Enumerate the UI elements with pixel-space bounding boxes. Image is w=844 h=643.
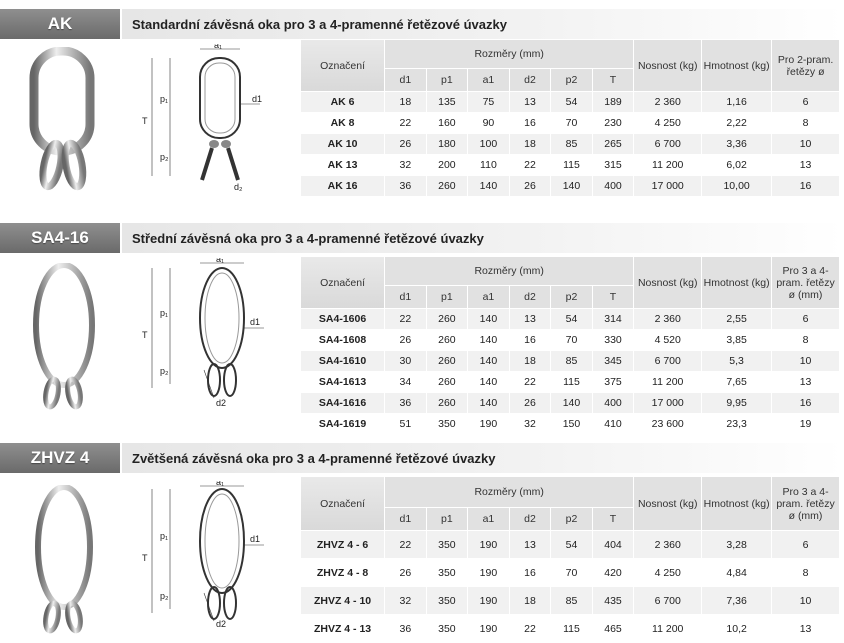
table-cell: 90: [482, 117, 495, 129]
label-d2: d2: [216, 398, 227, 408]
table-row: [301, 176, 839, 196]
col-capacity: Nosnost (kg): [634, 40, 701, 91]
table-cell: 189: [593, 92, 634, 112]
table-cell: 6 700: [634, 587, 701, 614]
table-cell: 400: [593, 393, 634, 413]
col-capacity: Nosnost (kg): [634, 257, 701, 308]
table-cell: 16: [524, 117, 536, 129]
col-dimensions: Rozměry (mm): [385, 477, 633, 507]
table-cell: 350: [438, 566, 456, 579]
table-cell: 265: [593, 134, 634, 154]
table-cell: 375: [604, 376, 622, 388]
table-cell: 6 700: [634, 134, 701, 154]
table-cell: 160: [438, 117, 456, 129]
table-cell: 350: [427, 531, 468, 558]
table-row: [301, 414, 839, 434]
cell-designation: AK 13: [327, 159, 358, 171]
table-cell: 2 360: [634, 92, 701, 112]
table-cell: 190: [479, 566, 498, 579]
col-t: T: [593, 508, 634, 530]
table-cell: 150: [562, 418, 581, 430]
table-cell: 54: [551, 309, 592, 329]
col-t: T: [593, 69, 634, 91]
table-row: [301, 393, 839, 413]
table-cell: 350: [438, 418, 456, 430]
table-cell: 26: [510, 176, 551, 196]
spec-table: [300, 476, 840, 643]
table-cell: 230: [604, 117, 622, 129]
cell-designation: SA4-1619: [318, 418, 367, 430]
table-cell: 54: [551, 531, 592, 558]
table-cell: 10: [772, 134, 839, 154]
col-p2: p2: [551, 69, 592, 91]
table-cell: 115: [563, 376, 580, 388]
label-t: T: [142, 116, 148, 126]
table-cell: 51: [399, 418, 412, 430]
table-cell: 330: [604, 334, 622, 346]
table-cell: 36: [385, 393, 426, 413]
label-p2: p₂: [160, 591, 169, 601]
table-cell: 140: [479, 334, 498, 346]
table-cell: 190: [479, 418, 498, 430]
label-a1: a₁: [216, 258, 225, 264]
label-a1: a₁: [214, 44, 223, 50]
table-cell: 22: [399, 117, 412, 129]
col-d2: d2: [510, 286, 551, 308]
table-cell: 10: [772, 351, 839, 371]
table-cell: 13: [799, 159, 812, 171]
table-body: [301, 309, 839, 434]
table-cell: 8: [802, 334, 809, 346]
label-p1: p₁: [160, 531, 169, 541]
cell-designation: AK 6: [301, 92, 384, 112]
table-cell: 260: [427, 393, 468, 413]
table-cell: 18: [510, 134, 551, 154]
col-p1: p1: [427, 69, 468, 91]
technical-drawing: [130, 44, 280, 194]
table-cell: 18: [510, 587, 551, 614]
table-cell: 315: [604, 159, 622, 171]
table-cell: 420: [604, 566, 622, 579]
product-code-badge: ZHVZ 4: [0, 443, 120, 473]
table-cell: 26: [399, 566, 412, 579]
table-cell: 400: [593, 176, 634, 196]
col-p1: p1: [427, 286, 468, 308]
table-cell: 100: [468, 134, 509, 154]
col-d1: d1: [385, 508, 426, 530]
table-row: [301, 155, 839, 175]
table-cell: 22: [385, 309, 426, 329]
col-d2: d2: [510, 69, 551, 91]
label-p1: p₁: [160, 308, 169, 318]
table-cell: 23,3: [726, 418, 747, 430]
master-link-photo: [20, 47, 110, 197]
table-row: [301, 92, 839, 112]
table-cell: 6 700: [634, 351, 701, 371]
master-link-photo: [20, 485, 110, 635]
table-cell: 2 360: [634, 531, 701, 558]
cell-designation: ZHVZ 4 - 8: [316, 566, 369, 579]
cell-designation: SA4-1616: [301, 393, 384, 413]
table-row: [301, 531, 839, 558]
table-cell: 140: [468, 393, 509, 413]
col-chain: Pro 3 a 4-pram. řetězy ø (mm): [772, 477, 839, 530]
section-header: [0, 9, 844, 39]
table-cell: 3,28: [702, 531, 771, 558]
table-cell: 6: [772, 531, 839, 558]
table-cell: 13: [799, 622, 812, 635]
table-cell: 2 360: [634, 309, 701, 329]
table-cell: 200: [438, 159, 456, 171]
cell-designation: AK 16: [301, 176, 384, 196]
table-row: [301, 372, 839, 392]
section-title-bar: [122, 9, 844, 39]
col-p2: p2: [551, 508, 592, 530]
table-cell: 4 250: [654, 117, 681, 129]
table-cell: 16: [524, 566, 536, 579]
master-link-photo: [20, 263, 110, 413]
table-cell: 115: [563, 622, 580, 635]
cell-designation: AK 10: [301, 134, 384, 154]
table-cell: 75: [468, 92, 509, 112]
label-a1: a₁: [216, 481, 225, 487]
col-d2: d2: [510, 508, 551, 530]
table-cell: 260: [438, 376, 456, 388]
table-cell: 6: [772, 92, 839, 112]
table-cell: 34: [399, 376, 412, 388]
col-p1: p1: [427, 508, 468, 530]
table-cell: 8: [802, 117, 809, 129]
table-cell: 26: [385, 134, 426, 154]
section-ak: [0, 9, 844, 209]
table-cell: 8: [802, 566, 809, 579]
table-cell: 260: [438, 334, 456, 346]
cell-designation: ZHVZ 4 - 10: [301, 587, 384, 614]
table-cell: 11 200: [652, 622, 684, 635]
table-cell: 32: [385, 587, 426, 614]
table-cell: 3,36: [702, 134, 771, 154]
cell-designation: SA4-1608: [318, 334, 367, 346]
table-cell: 350: [427, 587, 468, 614]
table-cell: 19: [799, 418, 812, 430]
table-cell: 4,84: [726, 566, 747, 579]
table-cell: 140: [551, 393, 592, 413]
label-t: T: [142, 330, 148, 340]
table-cell: 70: [565, 334, 578, 346]
table-cell: 36: [385, 176, 426, 196]
table-cell: 115: [563, 159, 580, 171]
table-cell: 16: [524, 334, 536, 346]
table-row: [301, 134, 839, 154]
table-cell: 13: [799, 376, 812, 388]
table-cell: 17 000: [634, 176, 701, 196]
table-cell: 85: [551, 351, 592, 371]
cell-designation: SA4-1610: [301, 351, 384, 371]
table-cell: 260: [427, 309, 468, 329]
table-row: [301, 330, 839, 350]
table-cell: 16: [772, 176, 839, 196]
table-cell: 190: [468, 587, 509, 614]
label-d1: d1: [250, 317, 261, 327]
col-chain: Pro 2-pram. řetězy ø: [772, 40, 839, 91]
table-cell: 4 520: [654, 334, 681, 346]
table-cell: 260: [427, 351, 468, 371]
technical-drawing: [130, 481, 280, 631]
col-a1: a1: [468, 508, 509, 530]
table-cell: 32: [524, 418, 536, 430]
col-a1: a1: [468, 286, 509, 308]
col-weight: Hmotnost (kg): [702, 40, 771, 91]
table-cell: 11 200: [652, 376, 684, 388]
table-cell: 26: [510, 393, 551, 413]
table-row: [301, 309, 839, 329]
table-row: [301, 351, 839, 371]
table-cell: 10,2: [726, 622, 747, 635]
table-cell: 36: [399, 622, 412, 635]
table-cell: 180: [427, 134, 468, 154]
table-cell: 70: [565, 117, 578, 129]
table-row: [301, 615, 839, 642]
col-designation: Označení: [301, 257, 384, 308]
label-p1: p₁: [160, 94, 169, 104]
table-cell: 22: [524, 376, 536, 388]
table-cell: 13: [510, 309, 551, 329]
table-cell: 22: [524, 159, 536, 171]
table-body: [301, 531, 839, 642]
table-cell: 410: [604, 418, 622, 430]
table-body: [301, 92, 839, 196]
table-cell: 17 000: [634, 393, 701, 413]
table-cell: 6: [772, 309, 839, 329]
section-title-bar: [122, 443, 844, 473]
table-cell: 314: [593, 309, 634, 329]
label-d1: d1: [252, 94, 263, 104]
col-p2: p2: [551, 286, 592, 308]
product-code-badge: AK: [0, 9, 120, 39]
section-header: [0, 223, 844, 253]
label-t: T: [142, 553, 148, 563]
table-cell: 435: [593, 587, 634, 614]
section-sa4-16: [0, 223, 844, 430]
table-cell: 22: [385, 531, 426, 558]
table-cell: 140: [468, 176, 509, 196]
table-cell: 140: [468, 309, 509, 329]
table-cell: 1,16: [702, 92, 771, 112]
table-cell: 4 250: [654, 566, 681, 579]
table-cell: 26: [399, 334, 412, 346]
spec-table: [300, 256, 840, 435]
cell-designation: AK 8: [330, 117, 355, 129]
table-row: [301, 559, 839, 586]
table-cell: 3,85: [726, 334, 747, 346]
label-d2: d₂: [234, 182, 243, 192]
col-dimensions: Rozměry (mm): [385, 257, 633, 285]
table-cell: 465: [604, 622, 622, 635]
table-cell: 260: [427, 176, 468, 196]
table-cell: 7,65: [726, 376, 747, 388]
section-header: [0, 443, 844, 473]
section-title: Zvětšená závěsná oka pro 3 a 4-pramenné řetězové úvazky: [132, 450, 496, 466]
table-cell: 5,3: [702, 351, 771, 371]
table-cell: 350: [438, 622, 456, 635]
col-weight: Hmotnost (kg): [702, 477, 771, 530]
table-cell: 140: [479, 376, 498, 388]
table-cell: 85: [551, 587, 592, 614]
table-cell: 13: [510, 531, 551, 558]
table-cell: 9,95: [702, 393, 771, 413]
label-p2: p₂: [160, 152, 169, 162]
table-cell: 2,55: [702, 309, 771, 329]
table-cell: 190: [468, 531, 509, 558]
table-cell: 190: [479, 622, 498, 635]
table-cell: 18: [510, 351, 551, 371]
table-cell: 54: [551, 92, 592, 112]
table-cell: 22: [524, 622, 536, 635]
table-row: [301, 113, 839, 133]
table-cell: 7,36: [702, 587, 771, 614]
cell-designation: SA4-1613: [318, 376, 367, 388]
technical-drawing: [130, 258, 280, 408]
table-cell: 404: [593, 531, 634, 558]
col-designation: Označení: [301, 477, 384, 530]
table-cell: 70: [565, 566, 578, 579]
cell-designation: SA4-1606: [301, 309, 384, 329]
label-d1: d1: [250, 534, 261, 544]
table-cell: 10,00: [702, 176, 771, 196]
cell-designation: ZHVZ 4 - 13: [313, 622, 372, 635]
section-zhvz-4: [0, 443, 844, 641]
table-cell: 11 200: [652, 159, 684, 171]
section-title-bar: [122, 223, 844, 253]
table-cell: 2,22: [726, 117, 747, 129]
col-d1: d1: [385, 286, 426, 308]
section-title: Střední závěsná oka pro 3 a 4-pramenné řetězové úvazky: [132, 230, 484, 246]
cell-designation: ZHVZ 4 - 6: [301, 531, 384, 558]
spec-table: [300, 39, 840, 197]
table-cell: 30: [385, 351, 426, 371]
col-a1: a1: [468, 69, 509, 91]
table-cell: 140: [551, 176, 592, 196]
col-t: T: [593, 286, 634, 308]
col-dimensions: Rozměry (mm): [385, 40, 633, 68]
col-weight: Hmotnost (kg): [702, 257, 771, 308]
col-designation: Označení: [301, 40, 384, 91]
table-cell: 135: [427, 92, 468, 112]
table-cell: 85: [551, 134, 592, 154]
table-cell: 23 600: [651, 418, 684, 430]
table-cell: 140: [468, 351, 509, 371]
table-cell: 10: [772, 587, 839, 614]
table-cell: 32: [399, 159, 412, 171]
col-chain: Pro 3 a 4-pram. řetězy ø (mm): [772, 257, 839, 308]
col-capacity: Nosnost (kg): [634, 477, 701, 530]
table-cell: 13: [510, 92, 551, 112]
product-code-badge: SA4-16: [0, 223, 120, 253]
table-cell: 345: [593, 351, 634, 371]
label-p2: p₂: [160, 366, 169, 376]
col-d1: d1: [385, 69, 426, 91]
section-title: Standardní závěsná oka pro 3 a 4-pramenné řetězové úvazky: [132, 16, 507, 32]
table-cell: 6,02: [726, 159, 747, 171]
table-cell: 16: [772, 393, 839, 413]
table-cell: 18: [385, 92, 426, 112]
table-cell: 110: [480, 159, 497, 171]
label-d2: d2: [216, 619, 227, 629]
table-row: [301, 587, 839, 614]
